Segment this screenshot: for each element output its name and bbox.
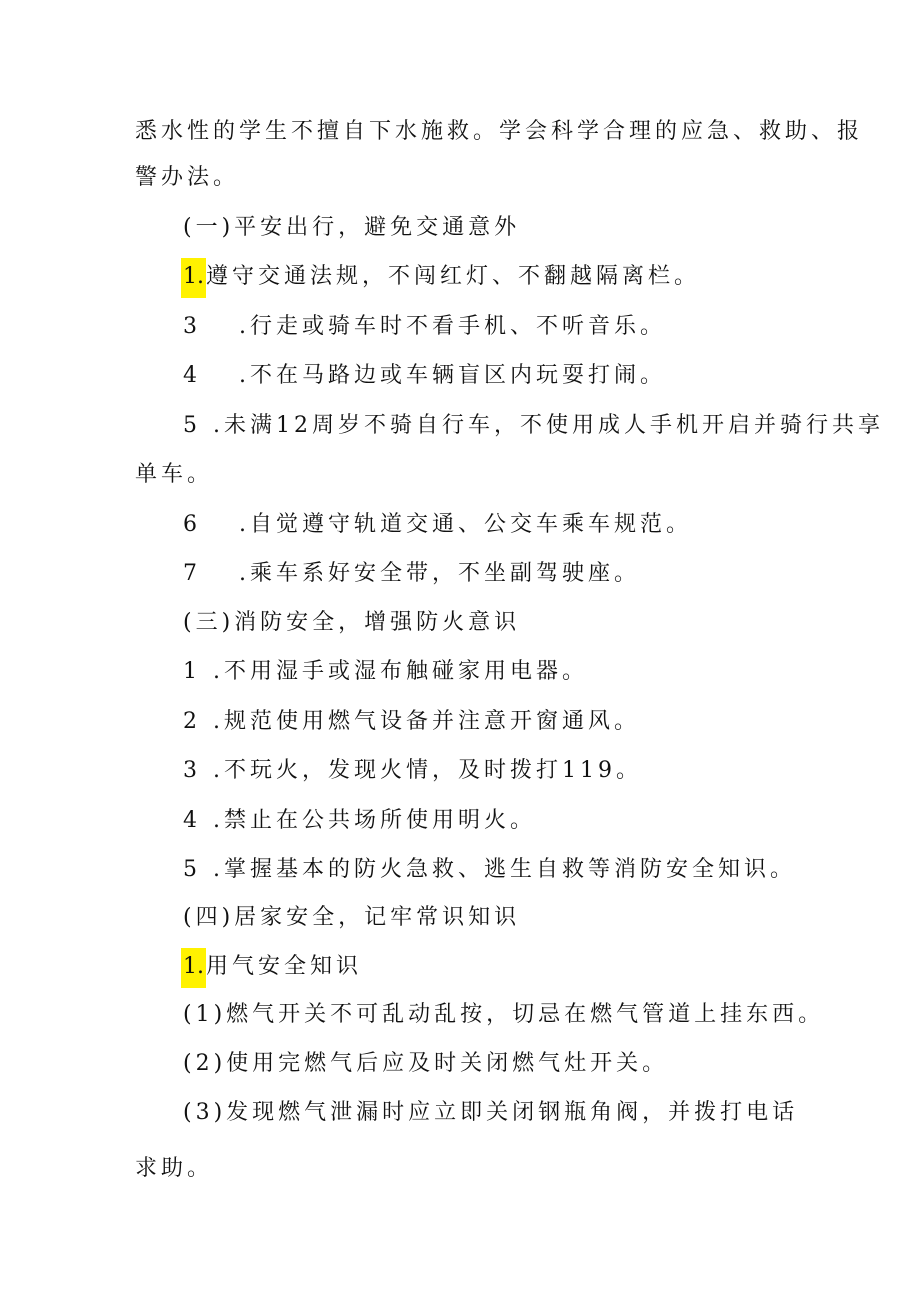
highlighted-item-number: 1.	[181, 948, 206, 988]
section-heading-traffic: (一)平安出行，避免交通意外	[183, 215, 521, 240]
section-heading-fire: (三)消防安全，增强防火意识	[183, 610, 521, 635]
item-number: 7	[183, 561, 197, 586]
list-item-continuation: 单车。	[135, 462, 214, 487]
list-item-text: 遵守交通法规，不闯红灯、不翻越隔离栏。	[206, 264, 701, 289]
list-item-text: .不玩火，发现火情，及时拨打119。	[213, 758, 642, 783]
paragraph-line: 悉水性的学生不擅自下水施救。学会科学合理的应急、救助、报	[135, 119, 864, 144]
sub-item: (1)燃气开关不可乱动乱按，切忌在燃气管道上挂东西。	[183, 1002, 825, 1027]
list-item-text: .未满12周岁不骑自行车，不使用成人手机开启并骑行共享	[213, 413, 884, 438]
list-item	[183, 312, 666, 342]
sub-item: (2)使用完燃气后应及时关闭燃气灶开关。	[183, 1051, 669, 1076]
list-item-text: .乘车系好安全带，不坐副驾驶座。	[239, 561, 640, 586]
list-item	[183, 411, 884, 441]
item-number: 1	[183, 659, 197, 684]
list-item-text: .不用湿手或湿布触碰家用电器。	[213, 659, 588, 684]
list-item	[183, 510, 692, 540]
list-item	[183, 262, 700, 298]
list-item-text: .自觉遵守轨道交通、公交车乘车规范。	[239, 512, 692, 537]
item-number: 6	[183, 512, 197, 537]
sub-item: (3)发现燃气泄漏时应立即关闭钢瓶角阀，并拨打电话	[183, 1100, 799, 1125]
item-number: 4	[183, 363, 197, 388]
item-number: 4	[183, 808, 197, 833]
list-item	[183, 707, 640, 737]
item-number: 5	[183, 413, 197, 438]
item-number: 3	[183, 758, 197, 783]
list-item	[183, 952, 362, 988]
list-item	[183, 756, 642, 786]
list-item	[183, 806, 536, 836]
section-heading-home: (四)居家安全，记牢常识知识	[183, 905, 521, 930]
list-item-text: .禁止在公共场所使用明火。	[213, 808, 536, 833]
item-number: 3	[183, 314, 197, 339]
list-item-text: .规范使用燃气设备并注意开窗通风。	[213, 709, 640, 734]
list-item	[183, 657, 588, 687]
list-item-text: 用气安全知识	[206, 954, 363, 979]
list-item-text: .行走或骑车时不看手机、不听音乐。	[239, 314, 666, 339]
list-item-text: .掌握基本的防火急救、逃生自救等消防安全知识。	[213, 857, 796, 882]
list-item	[183, 559, 640, 589]
highlighted-item-number: 1.	[181, 258, 206, 298]
item-number: 5	[183, 857, 197, 882]
item-number: 2	[183, 709, 197, 734]
list-item	[183, 855, 796, 885]
list-item-text: .不在马路边或车辆盲区内玩耍打闹。	[239, 363, 666, 388]
sub-item-continuation: 求助。	[135, 1156, 214, 1181]
paragraph-line: 警办法。	[135, 165, 240, 190]
list-item	[183, 361, 666, 391]
